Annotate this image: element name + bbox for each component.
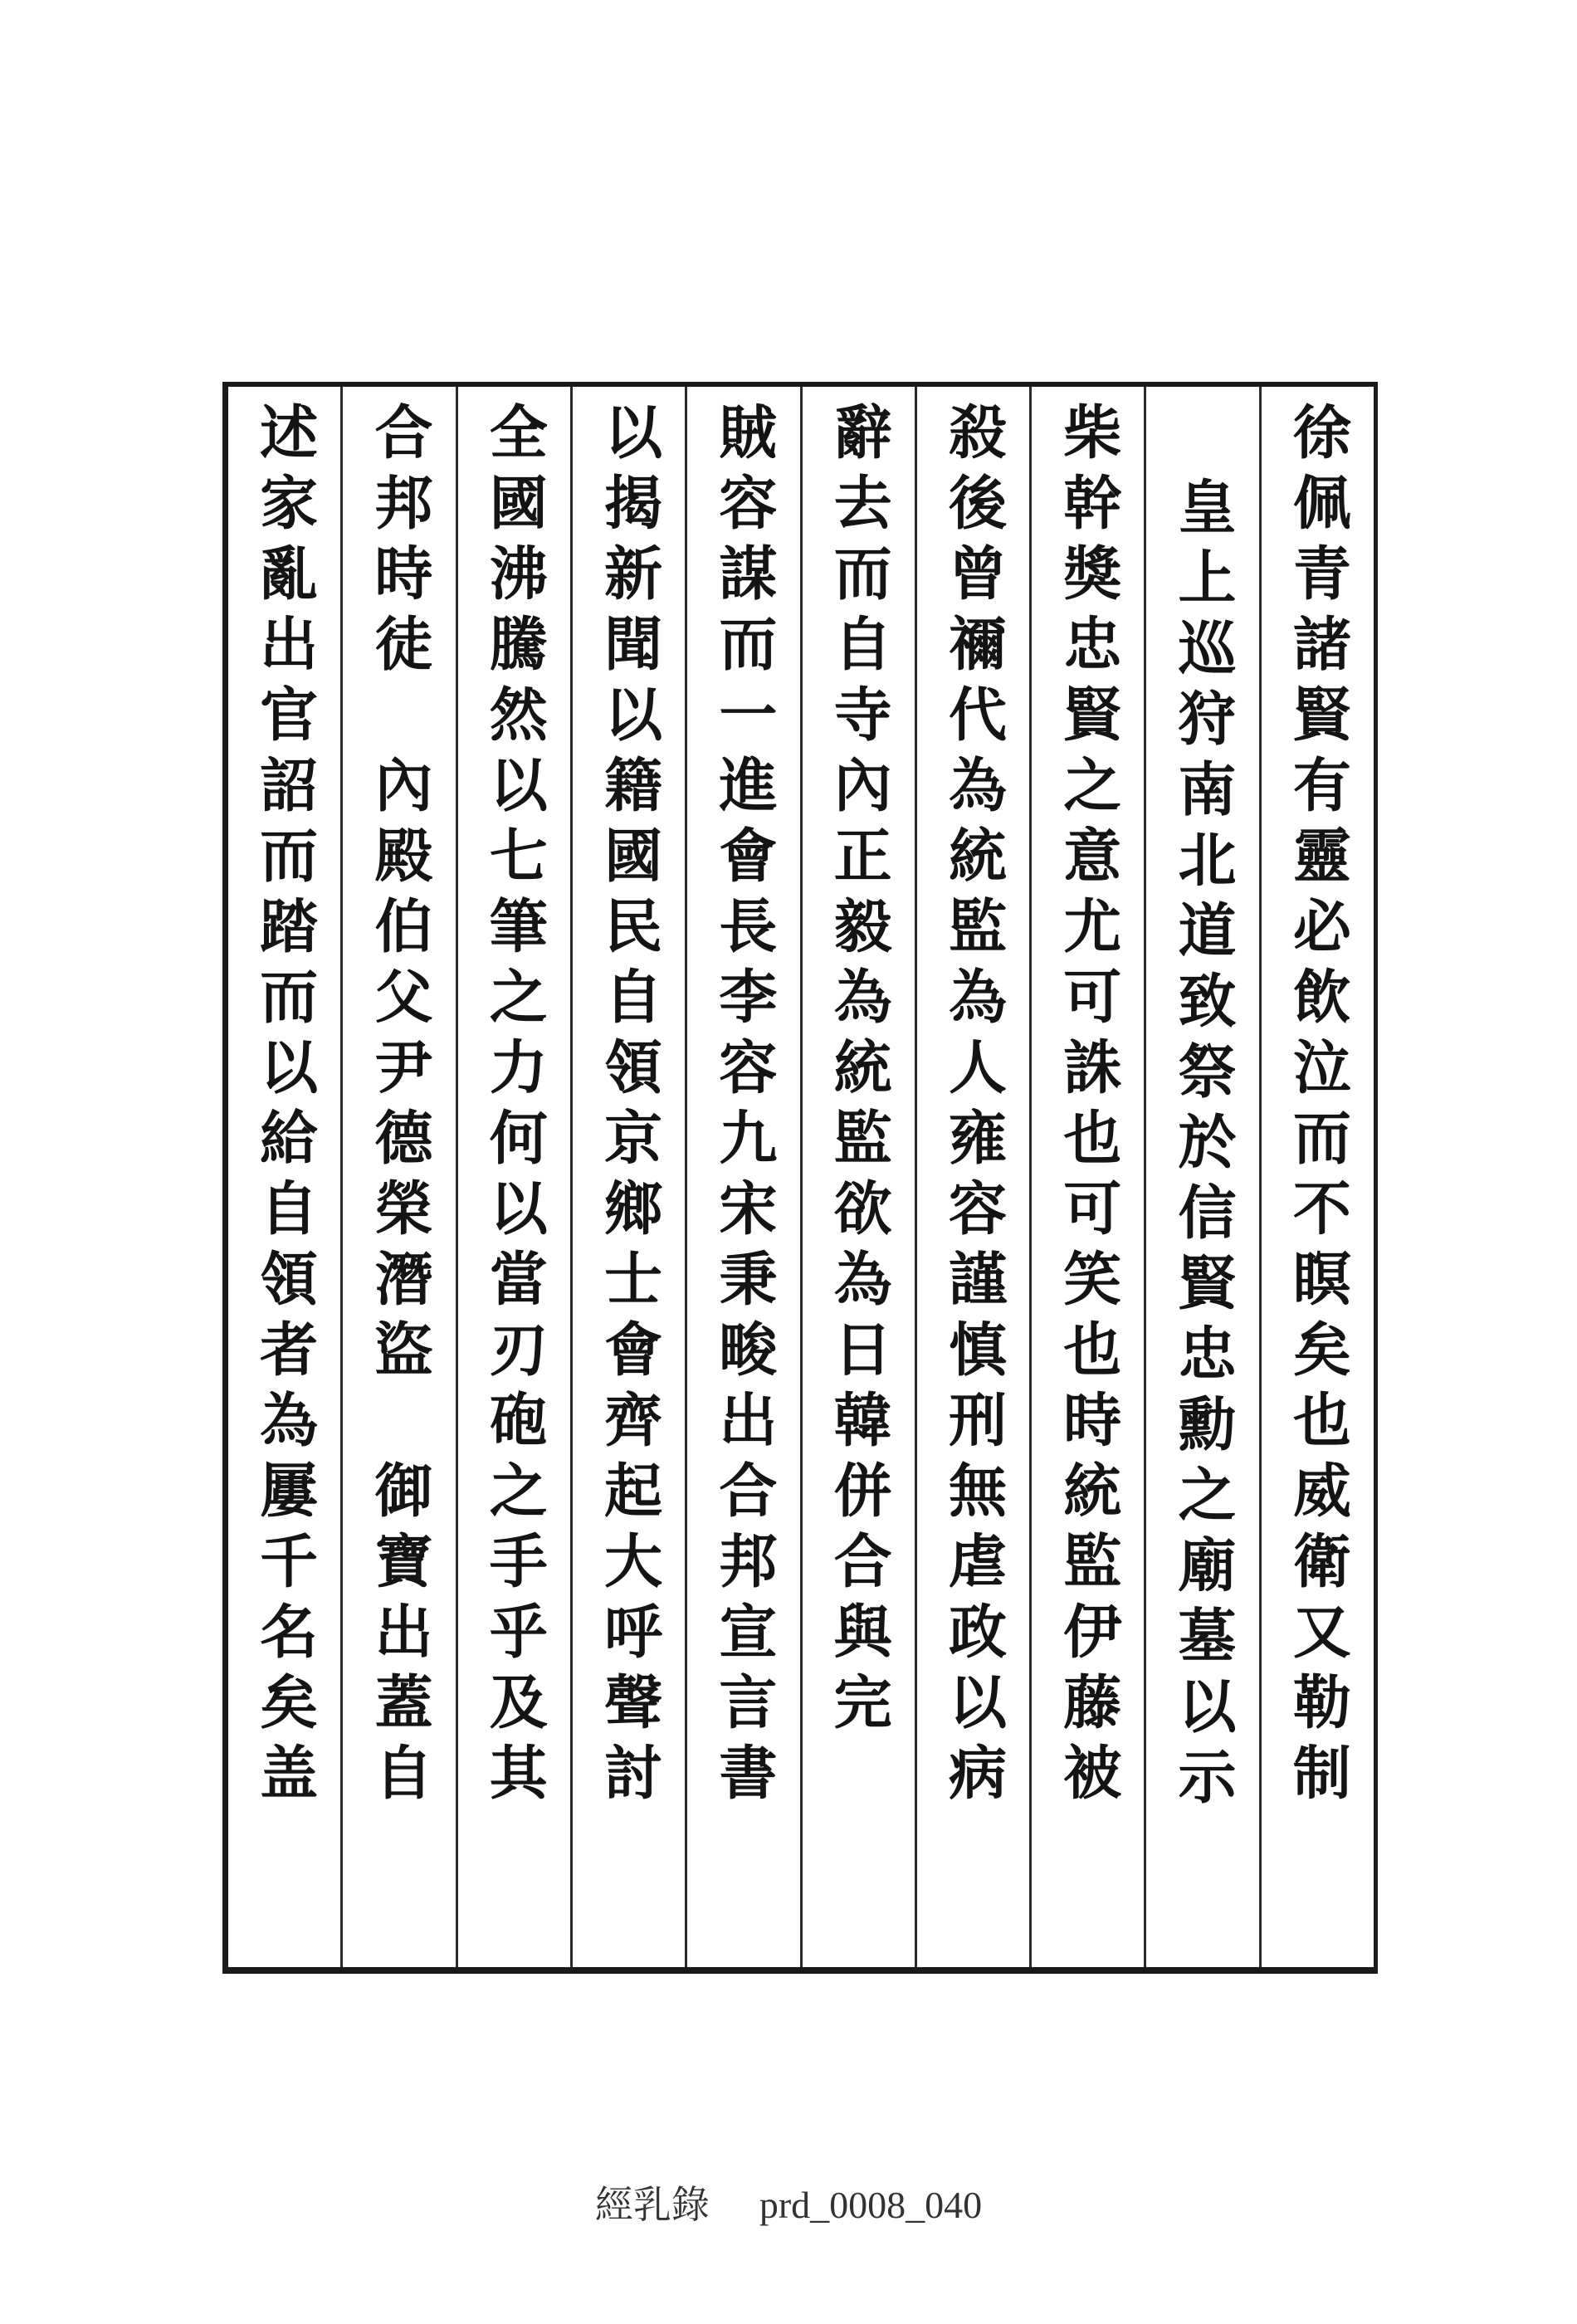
text-columns bbox=[228, 387, 1374, 1967]
column-1-text: 徐佩青諸賢有靈必飲泣而不瞑矣也威衛又勒制 bbox=[1283, 402, 1353, 1813]
column-4-text: 殺後曾禰代為統監為人雍容謹慎刑無虐政以病 bbox=[939, 402, 1008, 1813]
column-10-text: 述家亂出官詔而踏而以給自領者為屢千名矣盖 bbox=[250, 402, 320, 1813]
text-column-4 bbox=[915, 387, 1029, 1967]
column-9-text: 合邦時徒 內殿伯父尹德榮潛盜 御寶出蓋自 bbox=[364, 402, 434, 1813]
text-column-9 bbox=[340, 387, 455, 1967]
column-7-text: 以揭新聞以籍國民自領京鄉士會齊起大呼聲討 bbox=[594, 402, 664, 1813]
text-column-8 bbox=[456, 387, 570, 1967]
column-5-text: 辭去而自寺內正毅為統監欲為日韓併合與完 bbox=[824, 402, 894, 1742]
text-column-1 bbox=[1259, 387, 1374, 1967]
page-identifier: prd_0008_040 bbox=[759, 2184, 983, 2226]
text-column-10 bbox=[228, 387, 340, 1967]
text-column-6 bbox=[685, 387, 799, 1967]
column-3-text: 柴幹獎忠賢之意尤可誅也可笑也時統監伊藤被 bbox=[1053, 402, 1123, 1813]
text-column-5 bbox=[800, 387, 915, 1967]
text-block-frame bbox=[222, 382, 1378, 1974]
column-8-text: 全國沸騰然以七筆之力何以當刃砲之手乎及其 bbox=[480, 402, 549, 1813]
page-footer bbox=[0, 2175, 1577, 2229]
text-column-2 bbox=[1144, 387, 1258, 1967]
text-column-3 bbox=[1029, 387, 1144, 1967]
column-2-text: 皇上巡狩南北道致祭於信賢忠勳之廟墓以示 bbox=[1169, 476, 1238, 1817]
text-column-7 bbox=[570, 387, 685, 1967]
book-title: 經乳錄 bbox=[594, 2184, 710, 2226]
column-6-text: 賊容謀而一進會長李容九宋秉畯出合邦宣言書 bbox=[709, 402, 779, 1813]
